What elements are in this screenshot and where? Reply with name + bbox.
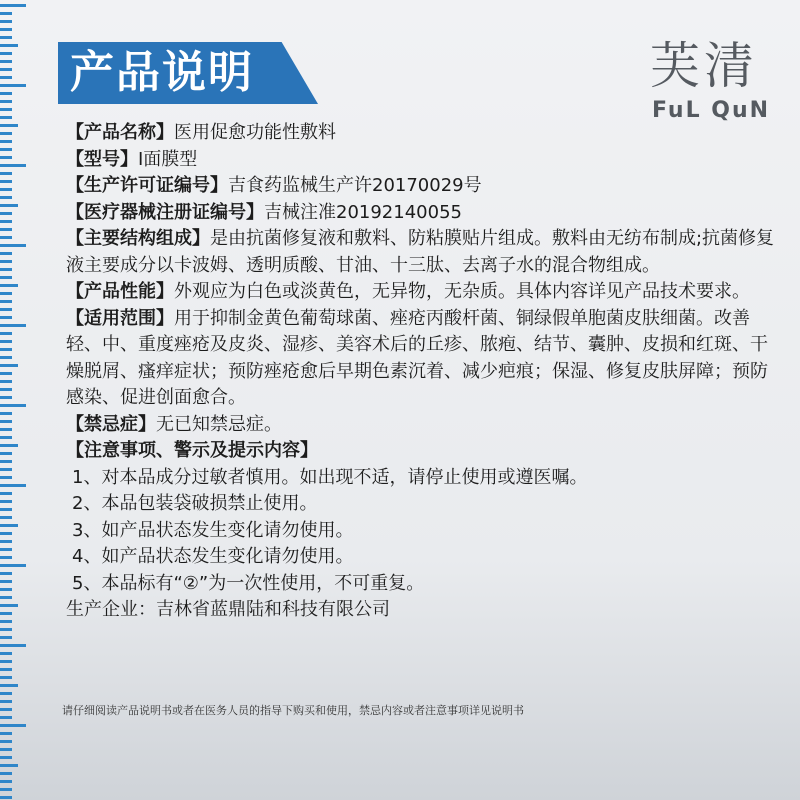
ruler-tick <box>0 692 12 695</box>
ruler-tick <box>0 332 12 335</box>
ruler-tick <box>0 428 12 431</box>
ruler-tick <box>0 676 12 679</box>
ruler-tick <box>0 540 12 543</box>
ruler-tick <box>0 756 12 759</box>
ruler-tick <box>0 572 12 575</box>
ruler-tick <box>0 700 12 703</box>
section-product-name: 【产品名称】医用促愈功能性敷料 <box>66 122 336 143</box>
ruler-tick <box>0 788 12 791</box>
page-title: 产品说明 <box>70 47 254 98</box>
ruler-tick <box>0 452 12 455</box>
footnote: 请仔细阅读产品说明书或者在医务人员的指导下购买和使用，禁忌内容或者注意事项详见说明书 <box>62 704 524 717</box>
ruler-tick <box>0 596 12 599</box>
ruler-tick <box>0 172 12 175</box>
brand-logo-en: FuL QuN <box>652 98 771 123</box>
ruler-tick <box>0 372 12 375</box>
ruler-tick <box>0 284 18 287</box>
ruler-tick <box>0 636 12 639</box>
ruler-tick <box>0 420 12 423</box>
ruler-tick <box>0 404 26 407</box>
ruler-tick <box>0 716 12 719</box>
ruler-tick <box>0 380 12 383</box>
section-contraindication: 【禁忌症】无已知禁忌症。 <box>66 413 282 435</box>
ruler-tick <box>0 92 12 95</box>
notice-item: 2、本品包装袋破损禁止使用。 <box>72 493 318 514</box>
ruler-decoration <box>0 0 30 800</box>
ruler-tick <box>0 764 18 767</box>
ruler-tick <box>0 612 12 615</box>
ruler-tick <box>0 652 12 655</box>
section-registration: 【医疗器械注册证编号】吉械注准20192140055 <box>66 201 462 223</box>
ruler-tick <box>0 500 12 503</box>
ruler-tick <box>0 132 12 135</box>
notice-item: 1、对本品成分过敏者慎用。如出现不适，请停止使用或遵医嘱。 <box>72 466 588 488</box>
ruler-tick <box>0 260 12 263</box>
ruler-tick <box>0 484 26 487</box>
ruler-tick <box>0 492 12 495</box>
ruler-tick <box>0 212 12 215</box>
ruler-tick <box>0 668 12 671</box>
ruler-tick <box>0 76 12 79</box>
ruler-tick <box>0 548 12 551</box>
section-notice-heading: 【注意事项、警示及提示内容】 <box>66 440 318 461</box>
ruler-tick <box>0 108 12 111</box>
section-performance: 【产品性能】外观应为白色或淡黄色，无异物，无杂质。具体内容详见产品技术要求。 <box>66 281 750 302</box>
ruler-tick <box>0 140 12 143</box>
notice-item: 3、如产品状态发生变化请勿使用。 <box>72 519 354 541</box>
ruler-tick <box>0 20 12 23</box>
ruler-tick <box>0 44 18 47</box>
ruler-tick <box>0 660 12 663</box>
ruler-tick <box>0 292 12 295</box>
ruler-tick <box>0 36 12 39</box>
ruler-tick <box>0 396 12 399</box>
ruler-tick <box>0 164 26 167</box>
ruler-tick <box>0 276 12 279</box>
ruler-tick <box>0 564 26 567</box>
ruler-tick <box>0 156 12 159</box>
ruler-tick <box>0 644 26 647</box>
ruler-tick <box>0 236 12 239</box>
ruler-tick <box>0 180 12 183</box>
ruler-tick <box>0 740 12 743</box>
ruler-tick <box>0 588 12 591</box>
ruler-tick <box>0 220 12 223</box>
ruler-tick <box>0 748 12 751</box>
notice-item: 5、本品标有“②”为一次性使用，不可重复。 <box>72 572 425 594</box>
ruler-tick <box>0 348 12 351</box>
ruler-tick <box>0 68 12 71</box>
ruler-tick <box>0 308 12 311</box>
section-composition: 【主要结构组成】是由抗菌修复液和敷料、防粘膜贴片组成。敷料由无纺布制成;抗菌修复液主要成分以卡波姆、透明质酸、甘油、十三肽、去离子水的混合物组成。 <box>66 228 775 276</box>
ruler-tick <box>0 148 12 151</box>
section-model: 【型号】I面膜型 <box>66 148 198 170</box>
notice-item: 4、如产品状态发生变化请勿使用。 <box>72 546 354 567</box>
ruler-tick <box>0 116 12 119</box>
ruler-tick <box>0 444 18 447</box>
ruler-tick <box>0 340 12 343</box>
ruler-tick <box>0 580 12 583</box>
ruler-tick <box>0 508 12 511</box>
ruler-tick <box>0 724 26 727</box>
ruler-tick <box>0 52 12 55</box>
ruler-tick <box>0 412 12 415</box>
ruler-tick <box>0 684 18 687</box>
ruler-tick <box>0 796 12 799</box>
ruler-tick <box>0 228 12 231</box>
ruler-tick <box>0 252 12 255</box>
ruler-tick <box>0 100 12 103</box>
ruler-tick <box>0 28 12 31</box>
ruler-tick <box>0 324 26 327</box>
ruler-tick <box>0 4 26 7</box>
section-production-license: 【生产许可证编号】吉食药监械生产许20170029号 <box>66 175 482 196</box>
ruler-tick <box>0 196 12 199</box>
ruler-tick <box>0 516 12 519</box>
ruler-tick <box>0 628 12 631</box>
ruler-tick <box>0 300 12 303</box>
ruler-tick <box>0 388 12 391</box>
ruler-tick <box>0 12 12 15</box>
ruler-tick <box>0 268 12 271</box>
instructions-body <box>66 120 778 624</box>
ruler-tick <box>0 620 12 623</box>
ruler-tick <box>0 124 18 127</box>
ruler-tick <box>0 524 18 527</box>
ruler-tick <box>0 204 18 207</box>
ruler-tick <box>0 604 18 607</box>
ruler-tick <box>0 476 12 479</box>
ruler-tick <box>0 772 12 775</box>
ruler-tick <box>0 436 12 439</box>
ruler-tick <box>0 556 12 559</box>
ruler-tick <box>0 532 12 535</box>
ruler-tick <box>0 356 12 359</box>
ruler-tick <box>0 60 12 63</box>
ruler-tick <box>0 460 12 463</box>
ruler-tick <box>0 708 12 711</box>
ruler-tick <box>0 732 12 735</box>
brand-logo-cn: 芙清 <box>650 37 758 95</box>
ruler-tick <box>0 316 12 319</box>
ruler-tick <box>0 188 12 191</box>
ruler-tick <box>0 84 26 87</box>
manufacturer: 生产企业：吉林省蓝鼎陆和科技有限公司 <box>66 599 390 620</box>
section-scope: 【适用范围】用于抑制金黄色葡萄球菌、痤疮丙酸杆菌、铜绿假单胞菌皮肤细菌。改善轻、中、重度痤疮及皮炎、湿疹、美容术后的丘疹、脓疱、结节、囊肿、皮损和红斑、干燥脱屑、瘙痒症状；预防痤疮愈后早期色素沉着、减少疤痕；保湿、修复皮肤屏障；预防感染、促进创面愈合。 <box>66 307 768 408</box>
ruler-tick <box>0 244 26 247</box>
ruler-tick <box>0 468 12 471</box>
ruler-tick <box>0 780 12 783</box>
ruler-tick <box>0 364 18 367</box>
